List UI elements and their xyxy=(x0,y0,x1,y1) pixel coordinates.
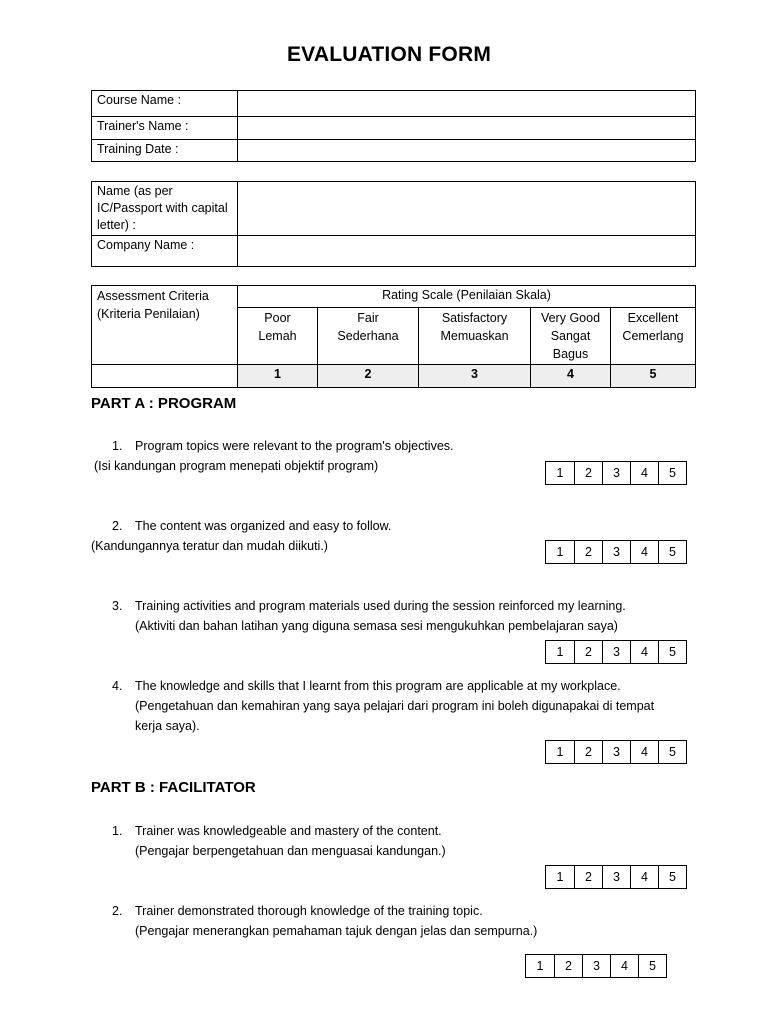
level-number: 2 xyxy=(318,365,419,388)
question-text: Trainer was knowledgeable and mastery of the content. xyxy=(135,824,442,838)
level-ms: Cemerlang xyxy=(622,329,684,343)
training-date-field[interactable] xyxy=(238,140,696,162)
rating-option[interactable]: 5 xyxy=(658,641,686,663)
level-very-good xyxy=(531,308,611,365)
assessment-criteria-label: Assessment Criteria (Kriteria Penilaian) xyxy=(92,286,238,365)
rating-option[interactable]: 2 xyxy=(574,541,602,563)
criteria-number-cell xyxy=(92,365,238,388)
level-number: 1 xyxy=(238,365,318,388)
rating-option[interactable]: 5 xyxy=(638,955,666,977)
rating-option[interactable]: 2 xyxy=(574,866,602,888)
rating-option[interactable]: 3 xyxy=(582,955,610,977)
question-translation: (Isi kandungan program menepati objektif program) xyxy=(94,459,379,473)
rating-options xyxy=(545,865,687,889)
question-text: Training activities and program materials used during the session reinforced my learning. xyxy=(135,599,626,613)
rating-option[interactable]: 4 xyxy=(630,741,658,763)
rating-option[interactable]: 5 xyxy=(658,866,686,888)
level-number: 5 xyxy=(611,365,696,388)
level-en: Excellent xyxy=(627,311,679,325)
rating-option[interactable]: 5 xyxy=(658,541,686,563)
trainer-name-field[interactable] xyxy=(238,117,696,140)
rating-option[interactable]: 1 xyxy=(556,545,564,559)
participant-info-table xyxy=(91,181,696,267)
question-number: 1. xyxy=(112,439,123,453)
question-translation: (Pengajar berpengetahuan dan menguasai kandungan.) xyxy=(135,844,446,858)
level-en: Fair xyxy=(357,311,379,325)
level-en: Poor xyxy=(264,311,291,325)
rating-option[interactable]: 2 xyxy=(574,462,602,484)
question-number: 3. xyxy=(112,599,123,613)
rating-option[interactable]: 3 xyxy=(602,866,630,888)
rating-option[interactable]: 2 xyxy=(574,641,602,663)
question-text: The knowledge and skills that I learnt from this program are applicable at my workplace. xyxy=(135,679,621,693)
level-number: 3 xyxy=(419,365,531,388)
rating-option[interactable]: 2 xyxy=(574,741,602,763)
rating-option[interactable]: 1 xyxy=(536,959,544,973)
question-translation: (Kandungannya teratur dan mudah diikuti.) xyxy=(91,539,328,553)
rating-option[interactable]: 4 xyxy=(630,641,658,663)
rating-option[interactable]: 1 xyxy=(556,466,564,480)
rating-option[interactable]: 5 xyxy=(658,462,686,484)
rating-option[interactable]: 3 xyxy=(602,541,630,563)
company-name-field[interactable] xyxy=(238,236,696,267)
participant-name-field[interactable] xyxy=(238,182,696,236)
question-number: 1. xyxy=(112,824,123,838)
level-number: 4 xyxy=(531,365,611,388)
rating-option[interactable]: 3 xyxy=(602,641,630,663)
course-info-table xyxy=(91,90,696,162)
question-number: 2. xyxy=(112,904,123,918)
level-satisfactory xyxy=(419,308,531,365)
level-en: Very Good xyxy=(540,311,601,325)
level-poor xyxy=(238,308,318,365)
question-text: The content was organized and easy to follow. xyxy=(135,519,392,533)
training-date-label: Training Date : xyxy=(92,140,238,162)
rating-option[interactable]: 1 xyxy=(556,645,564,659)
level-ms: Sederhana xyxy=(337,329,399,343)
question-number: 2. xyxy=(112,519,123,533)
rating-option[interactable]: 4 xyxy=(630,462,658,484)
rating-scale-header: Rating Scale (Penilaian Skala) xyxy=(238,286,696,308)
rating-option[interactable]: 1 xyxy=(556,870,564,884)
rating-options xyxy=(545,461,687,485)
part-b-heading: PART B : FACILITATOR xyxy=(91,779,256,796)
level-fair xyxy=(318,308,419,365)
company-name-label: Company Name : xyxy=(92,236,238,267)
level-ms: Sangat Bagus xyxy=(550,329,591,361)
rating-option[interactable]: 3 xyxy=(602,741,630,763)
question-translation: (Pengajar menerangkan pemahaman tajuk dengan jelas dan sempurna.) xyxy=(135,924,538,938)
participant-name-label: Name (as per IC/Passport with capital letter) : xyxy=(92,182,238,236)
form-title: EVALUATION FORM xyxy=(286,43,492,66)
rating-option[interactable]: 4 xyxy=(630,541,658,563)
question-translation-cont: kerja saya). xyxy=(135,719,200,733)
rating-option[interactable]: 4 xyxy=(610,955,638,977)
rating-option[interactable]: 5 xyxy=(658,741,686,763)
level-excellent xyxy=(611,308,696,365)
rating-options xyxy=(545,640,687,664)
level-ms: Memuaskan xyxy=(440,329,509,343)
question-translation: (Pengetahuan dan kemahiran yang saya pelajari dari program ini boleh digunapakai di tempat xyxy=(135,699,655,713)
rating-option[interactable]: 3 xyxy=(602,462,630,484)
level-ms: Lemah xyxy=(258,329,297,343)
level-en: Satisfactory xyxy=(441,311,508,325)
rating-options xyxy=(545,740,687,764)
rating-options xyxy=(545,540,687,564)
rating-scale-table xyxy=(91,285,696,388)
part-a-heading: PART A : PROGRAM xyxy=(91,395,237,412)
rating-option[interactable]: 2 xyxy=(554,955,582,977)
question-number: 4. xyxy=(112,679,123,693)
question-text: Trainer demonstrated thorough knowledge of the training topic. xyxy=(135,904,483,918)
rating-option[interactable]: 1 xyxy=(556,745,564,759)
trainer-name-label: Trainer's Name : xyxy=(92,117,238,140)
question-text: Program topics were relevant to the program's objectives. xyxy=(135,439,454,453)
rating-options xyxy=(525,954,667,978)
course-name-field[interactable] xyxy=(238,91,696,117)
rating-option[interactable]: 4 xyxy=(630,866,658,888)
question-translation: (Aktiviti dan bahan latihan yang diguna semasa sesi mengukuhkan pembelajaran saya) xyxy=(135,619,618,633)
course-name-label: Course Name : xyxy=(92,91,238,117)
